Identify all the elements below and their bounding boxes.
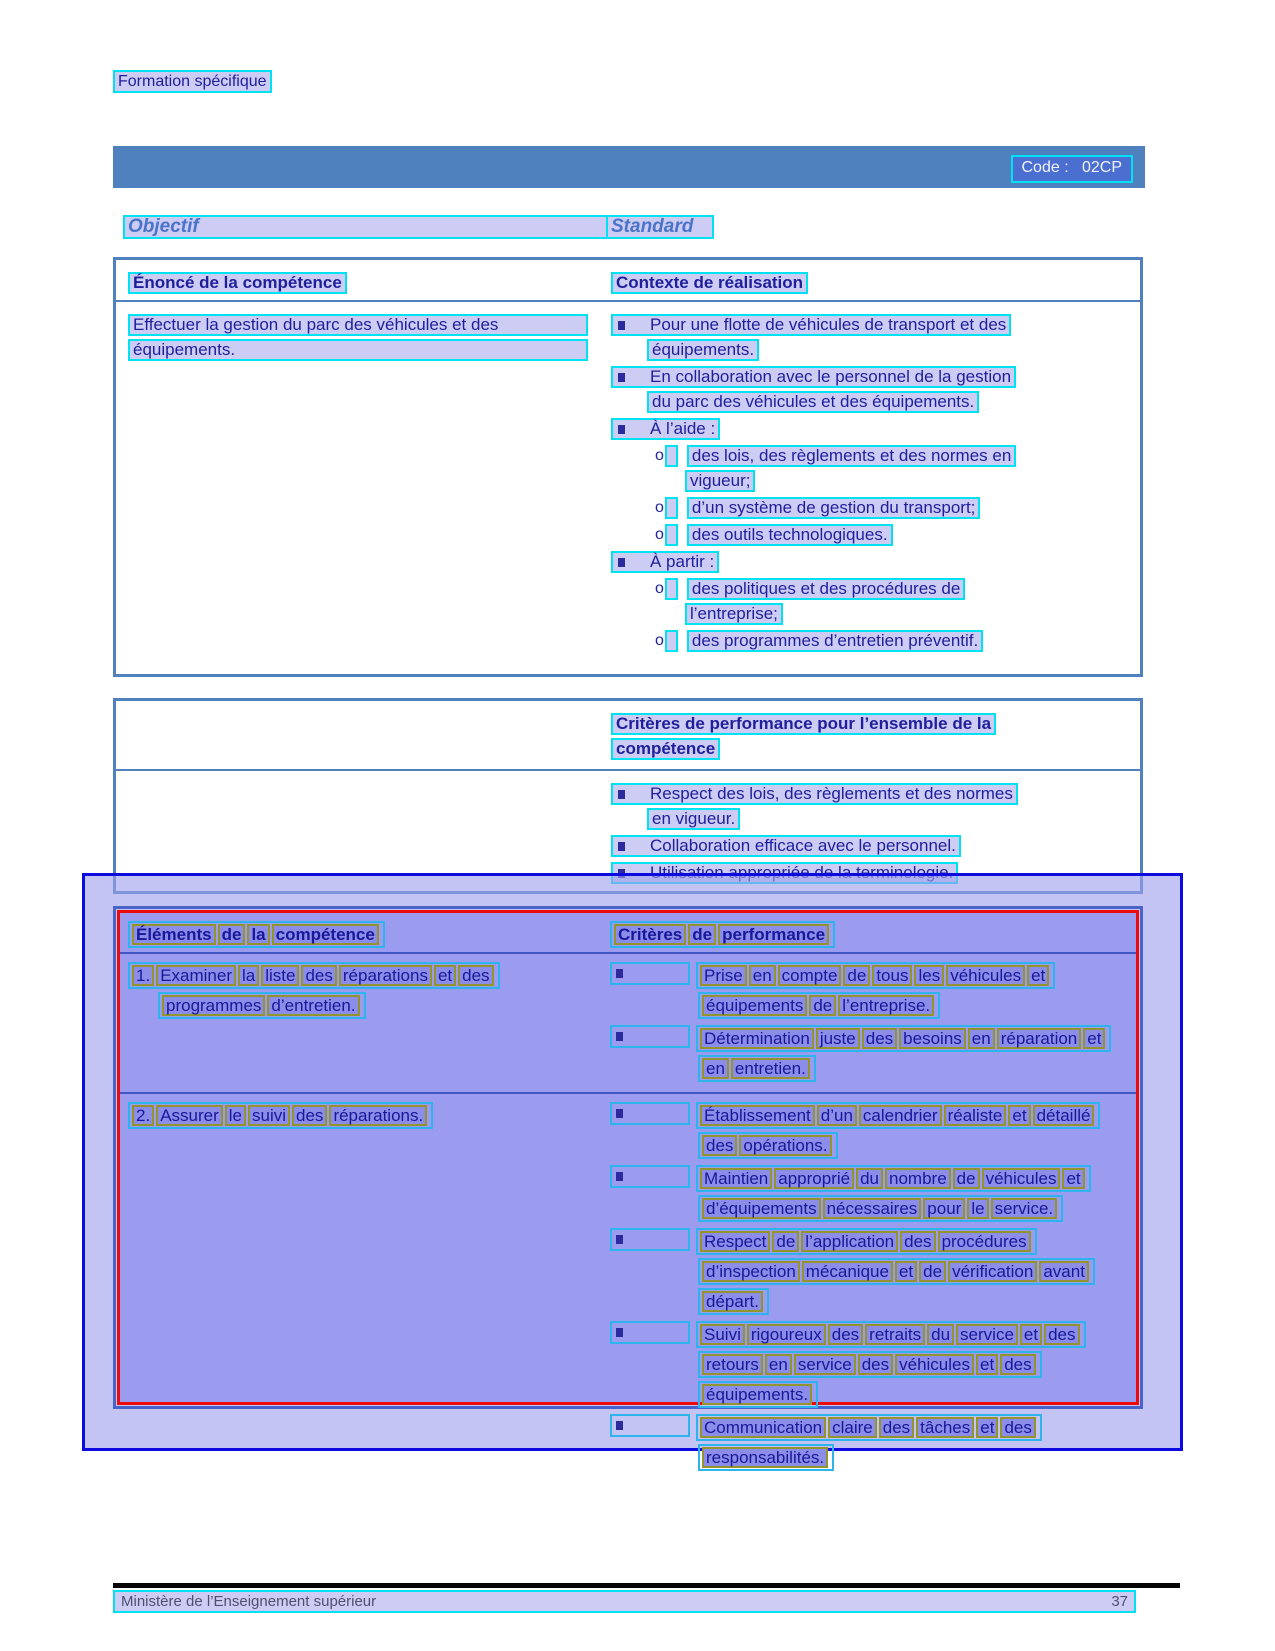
- red-annotation-box: [117, 910, 1139, 1467]
- word-box: 1.: [132, 965, 154, 986]
- text-line: équipements.: [647, 339, 759, 361]
- criteria-cell: [610, 962, 1128, 1088]
- text-line: [698, 992, 940, 1019]
- footer: [113, 1590, 1136, 1613]
- text-line: l’entreprise;: [685, 603, 783, 625]
- word-box: Respect: [700, 1231, 770, 1252]
- word-box: tâches: [916, 1417, 974, 1438]
- word-box: de: [953, 1168, 980, 1189]
- word-box: Maintien: [700, 1168, 772, 1189]
- word-box: et: [1027, 965, 1049, 986]
- text-line: [696, 1228, 1037, 1255]
- word-box: service.: [991, 1198, 1058, 1219]
- word-box: nécessaires: [823, 1198, 922, 1219]
- footer-rule: [113, 1583, 1180, 1588]
- bullet-icon: [616, 969, 623, 978]
- word-box: compte: [778, 965, 842, 986]
- word-box: le: [967, 1198, 988, 1219]
- sub-bullet-icon: o: [655, 526, 664, 544]
- bullet-highlight: [610, 1102, 690, 1125]
- bullet-icon: [616, 1109, 623, 1118]
- text-line: [696, 1102, 1100, 1129]
- sub-bullet-icon: o: [655, 580, 664, 598]
- bullet-icon: [618, 790, 625, 799]
- word-box: en: [968, 1028, 995, 1049]
- text-line: Respect des lois, des règlements et des normes: [611, 783, 1018, 805]
- word-box: des: [1044, 1324, 1079, 1345]
- word-box: approprié: [774, 1168, 854, 1189]
- text-line: [696, 1321, 1086, 1348]
- code-badge: Code : 02CP: [1011, 155, 1134, 183]
- word-box: suivi: [248, 1105, 290, 1126]
- standard-heading: Standard: [606, 215, 714, 239]
- text-line: [698, 1258, 1095, 1285]
- sub-bullet-highlight: [665, 630, 678, 652]
- list-item: [611, 418, 1132, 440]
- table3-header-row: [120, 913, 1136, 952]
- word-box: avant: [1039, 1261, 1089, 1282]
- word-box: des: [301, 965, 336, 986]
- word-box: Critères: [614, 924, 686, 945]
- table2-header-row: [116, 701, 1140, 771]
- text-line: [696, 1414, 1042, 1441]
- list-item: [655, 630, 1132, 652]
- text-line: [698, 1195, 1063, 1222]
- bullet-highlight: [610, 1165, 690, 1188]
- word-box: compétence: [272, 924, 379, 945]
- bullet-icon: [616, 1172, 623, 1181]
- word-box: mécanique: [802, 1261, 893, 1282]
- word-box: réparations: [339, 965, 432, 986]
- sub-bullet-icon: o: [655, 447, 664, 465]
- bullet-highlight: [610, 1228, 690, 1251]
- word-box: des: [900, 1231, 935, 1252]
- performance-criteria-table: [113, 698, 1143, 894]
- text-line: équipements.: [128, 339, 588, 361]
- word-box: juste: [816, 1028, 860, 1049]
- word-box: d’inspection: [702, 1261, 800, 1282]
- word-box: Prise: [700, 965, 747, 986]
- word-box: et: [976, 1354, 998, 1375]
- footer-page-number: 37: [1111, 1593, 1128, 1610]
- list-item: [611, 835, 1132, 857]
- word-box: des: [858, 1354, 893, 1375]
- word-box: véhicules: [946, 965, 1025, 986]
- elements-criteria-table: [113, 906, 1143, 1467]
- text-line: des lois, des règlements et des normes en: [687, 445, 1016, 467]
- text-line: En collaboration avec le personnel de la gestion: [611, 366, 1016, 388]
- bullet-icon: [618, 558, 625, 567]
- word-box: des: [1000, 1417, 1035, 1438]
- word-box: réaliste: [944, 1105, 1007, 1126]
- word-box: en: [702, 1058, 729, 1079]
- word-box: la: [238, 965, 259, 986]
- word-box: programmes: [162, 995, 265, 1016]
- list-item: [655, 578, 1132, 625]
- text-line: [610, 921, 835, 948]
- word-box: des: [828, 1324, 863, 1345]
- text-line: [128, 1102, 433, 1129]
- word-box: réparation: [997, 1028, 1082, 1049]
- word-box: des: [292, 1105, 327, 1126]
- word-box: de: [919, 1261, 946, 1282]
- bullet-icon: [616, 1421, 623, 1430]
- word-box: responsabilités.: [702, 1447, 828, 1468]
- text-line: À partir :: [611, 551, 719, 573]
- word-box: Examiner: [156, 965, 236, 986]
- bullet-highlight: [610, 1025, 690, 1048]
- bullet-icon: [616, 1235, 623, 1244]
- sub-bullet-highlight: [665, 524, 678, 546]
- text-line: Effectuer la gestion du parc des véhicules et des: [128, 314, 588, 336]
- bullet-icon: [618, 842, 625, 851]
- text-line: [698, 1132, 838, 1159]
- text-line: Collaboration efficace avec le personnel.: [611, 835, 961, 857]
- text-line: [696, 962, 1055, 989]
- word-box: la: [247, 924, 269, 945]
- word-box: véhicules: [895, 1354, 974, 1375]
- word-box: retours: [702, 1354, 763, 1375]
- list-item: [655, 445, 1132, 492]
- word-box: de: [688, 924, 716, 945]
- word-box: d’entretien.: [267, 995, 359, 1016]
- word-box: les: [914, 965, 944, 986]
- word-box: véhicules: [982, 1168, 1061, 1189]
- word-box: et: [895, 1261, 917, 1282]
- text-line: À l’aide :: [611, 418, 720, 440]
- word-box: en: [749, 965, 776, 986]
- word-box: de: [843, 965, 870, 986]
- list-item: [610, 1321, 1128, 1408]
- table-row: [120, 952, 1136, 1092]
- word-box: l’entreprise.: [838, 995, 934, 1016]
- text-line: [698, 1444, 834, 1471]
- word-box: Suivi: [700, 1324, 745, 1345]
- word-box: service: [794, 1354, 856, 1375]
- word-box: entretien.: [731, 1058, 810, 1079]
- text-line: [696, 1165, 1091, 1192]
- sub-bullet-highlight: [665, 445, 678, 467]
- word-box: d’un: [817, 1105, 857, 1126]
- objectif-heading: Objectif: [123, 215, 611, 239]
- word-box: calendrier: [859, 1105, 942, 1126]
- list-item: [610, 1165, 1128, 1222]
- text-line: [698, 1351, 1042, 1378]
- text-line: [128, 962, 500, 989]
- word-box: des: [862, 1028, 897, 1049]
- list-item: [610, 962, 1128, 1019]
- word-box: des: [879, 1417, 914, 1438]
- bullet-highlight: [610, 1321, 690, 1344]
- table1-col2-header: Contexte de réalisation: [611, 272, 808, 294]
- text-line: [698, 1288, 769, 1315]
- footer-ministry-label: Ministère de l’Enseignement supérieur: [121, 1593, 377, 1610]
- objectif-standard-row: [113, 215, 1145, 243]
- page-header-label: Formation spécifique: [113, 70, 272, 93]
- word-box: détaillé: [1033, 1105, 1095, 1126]
- word-box: réparations.: [329, 1105, 427, 1126]
- context-list-cell: [611, 314, 1132, 657]
- word-box: des: [458, 965, 493, 986]
- word-box: tous: [872, 965, 912, 986]
- word-box: 2.: [132, 1105, 154, 1126]
- word-box: du: [927, 1324, 954, 1345]
- word-box: de: [809, 995, 836, 1016]
- bullet-icon: [616, 1032, 623, 1041]
- word-box: du: [856, 1168, 883, 1189]
- table-row: [120, 1092, 1136, 1481]
- list-item: [610, 1025, 1128, 1082]
- word-box: l’application: [801, 1231, 898, 1252]
- word-box: besoins: [899, 1028, 966, 1049]
- sub-bullet-icon: o: [655, 499, 664, 517]
- word-box: équipements: [702, 995, 807, 1016]
- word-box: liste: [261, 965, 299, 986]
- text-line: du parc des véhicules et des équipements.: [647, 391, 979, 413]
- word-box: vérification: [948, 1261, 1037, 1282]
- list-item: [610, 1102, 1128, 1159]
- text-line: [698, 1381, 818, 1408]
- list-item: [610, 1414, 1128, 1471]
- table2-header-line2: compétence: [611, 738, 720, 760]
- list-item: [655, 524, 1132, 546]
- bullet-highlight: [610, 1414, 690, 1437]
- word-box: pour: [923, 1198, 965, 1219]
- word-box: nombre: [885, 1168, 951, 1189]
- text-line: [158, 992, 366, 1019]
- text-line: [128, 921, 385, 948]
- word-box: des: [702, 1135, 737, 1156]
- list-item: [611, 783, 1132, 830]
- word-box: claire: [828, 1417, 877, 1438]
- word-box: et: [1008, 1105, 1030, 1126]
- text-line: des politiques et des procédures de: [687, 578, 965, 600]
- word-box: Communication: [700, 1417, 826, 1438]
- word-box: départ.: [702, 1291, 763, 1312]
- text-line: d’un système de gestion du transport;: [687, 497, 981, 519]
- sub-bullet-icon: o: [655, 632, 664, 650]
- table1-col1-header: Énoncé de la compétence: [128, 272, 347, 294]
- title-bar: [113, 146, 1145, 188]
- competence-statement-cell: [124, 314, 611, 657]
- word-box: de: [218, 924, 246, 945]
- word-box: Établissement: [700, 1105, 815, 1126]
- word-box: et: [1083, 1028, 1105, 1049]
- word-box: le: [225, 1105, 246, 1126]
- bullet-icon: [618, 425, 625, 434]
- word-box: équipements.: [702, 1384, 812, 1405]
- text-line: Pour une flotte de véhicules de transport et des: [611, 314, 1011, 336]
- table2-header-line1: Critères de performance pour l’ensemble de la: [611, 713, 996, 735]
- text-line: [698, 1055, 816, 1082]
- criteria-cell: [610, 1102, 1128, 1477]
- text-line: des programmes d’entretien préventif.: [687, 630, 983, 652]
- bullet-icon: [616, 1328, 623, 1337]
- list-item: [611, 551, 1132, 573]
- word-box: Détermination: [700, 1028, 814, 1049]
- element-cell: [128, 962, 610, 1088]
- text-line: en vigueur.: [647, 808, 740, 830]
- list-item: [610, 1228, 1128, 1315]
- text-line: [696, 1025, 1111, 1052]
- competence-context-table: [113, 257, 1143, 677]
- word-box: procédures: [938, 1231, 1031, 1252]
- text-line: vigueur;: [685, 470, 755, 492]
- word-box: des: [1000, 1354, 1035, 1375]
- list-item: [611, 366, 1132, 413]
- word-box: Éléments: [132, 924, 216, 945]
- word-box: de: [772, 1231, 799, 1252]
- sub-bullet-highlight: [665, 497, 678, 519]
- sub-bullet-highlight: [665, 578, 678, 600]
- list-item: [655, 497, 1132, 519]
- bullet-highlight: [610, 962, 690, 985]
- word-box: d’équipements: [702, 1198, 821, 1219]
- bullet-icon: [618, 321, 625, 330]
- table1-header-row: [116, 260, 1140, 302]
- word-box: et: [1020, 1324, 1042, 1345]
- word-box: en: [765, 1354, 792, 1375]
- word-box: et: [1062, 1168, 1084, 1189]
- word-box: performance: [718, 924, 829, 945]
- word-box: retraits: [865, 1324, 925, 1345]
- word-box: et: [434, 965, 456, 986]
- word-box: Assurer: [156, 1105, 223, 1126]
- word-box: et: [976, 1417, 998, 1438]
- word-box: service: [956, 1324, 1018, 1345]
- word-box: opérations.: [739, 1135, 831, 1156]
- text-line: des outils technologiques.: [687, 524, 893, 546]
- element-cell: [128, 1102, 610, 1477]
- list-item: [611, 314, 1132, 361]
- word-box: rigoureux: [747, 1324, 826, 1345]
- bullet-icon: [618, 373, 625, 382]
